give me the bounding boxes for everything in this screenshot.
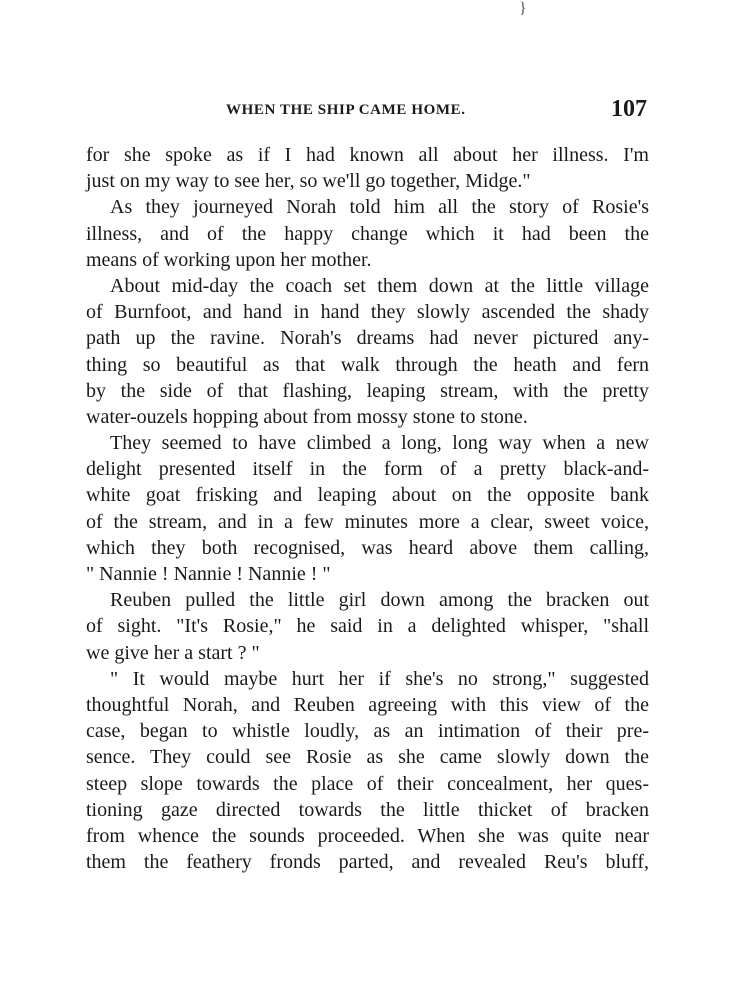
text-line: we give her a start ? " [86,641,260,664]
text-line: which they both recognised, was heard above them calling, [86,536,649,559]
text-line: " It would maybe hurt her if she's no strong," suggested [110,667,649,690]
text-line: " Nannie ! Nannie ! Nannie ! " [86,563,331,585]
text-line: of Burnfoot, and hand in hand they slowly ascended the shady [86,301,649,324]
page-header [0,96,736,126]
body-text [86,142,649,875]
text-line: tioning gaze directed towards the little thicket of bracken [86,798,649,821]
text-line: delight presented itself in the form of a pretty black-and- [86,458,649,481]
text-line: case, began to whistle loudly, as an intimation of their pre- [86,720,649,743]
text-line: thing so beautiful as that walk through the heath and fern [86,353,649,376]
text-line: means of working upon her mother. [86,248,372,271]
text-line: About mid-day the coach set them down at the little village [110,274,649,297]
text-line: of the stream, and in a few minutes more a clear, sweet voice, [86,510,649,533]
page-number: 107 [611,96,647,122]
text-line: sence. They could see Rosie as she came slowly down the [86,746,649,769]
text-line: steep slope towards the place of their concealment, her ques- [86,772,649,795]
text-line: thoughtful Norah, and Reuben agreeing with this view of the [86,693,649,716]
text-line: just on my way to see her, so we'll go together, Midge." [86,170,531,193]
text-line: by the side of that flashing, leaping stream, with the pretty [86,379,649,402]
running-title: WHEN THE SHIP CAME HOME. [226,102,466,118]
text-line: path up the ravine. Norah's dreams had never pictured any- [86,327,649,350]
text-line: Reuben pulled the little girl down among the bracken out [110,589,649,612]
text-line: illness, and of the happy change which it had been the [86,222,649,245]
text-line: water-ouzels hopping about from mossy stone to stone. [86,405,528,428]
text-line: from whence the sounds proceeded. When she was quite near [86,824,649,847]
text-line: them the feathery fronds parted, and revealed Reu's bluff, [86,851,649,874]
text-line: They seemed to have climbed a long, long way when a new [110,432,649,455]
text-line: of sight. "It's Rosie," he said in a delighted whisper, "shall [86,615,649,638]
text-line: white goat frisking and leaping about on the opposite bank [86,484,649,507]
corner-mark: } [519,0,527,17]
text-line: for she spoke as if I had known all about her illness. I'm [86,144,649,166]
text-line: As they journeyed Norah told him all the story of Rosie's [110,196,649,219]
